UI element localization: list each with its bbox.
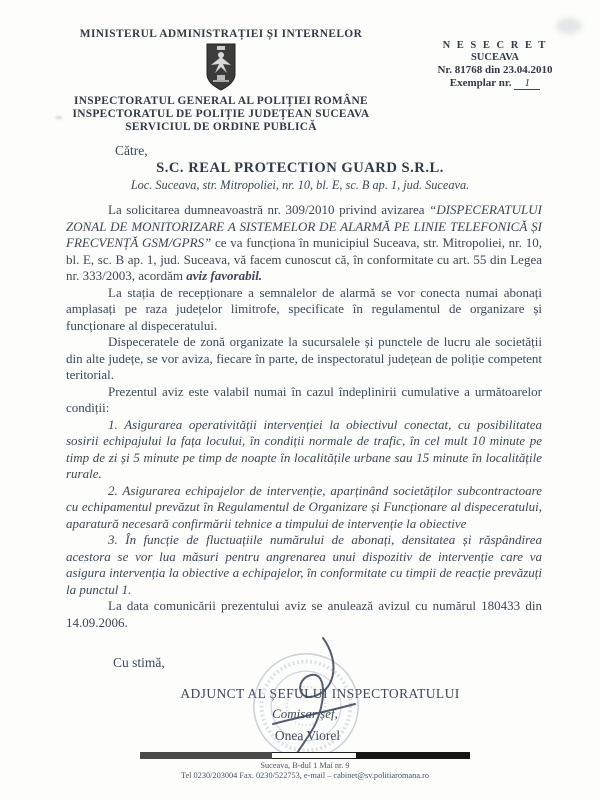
letter-body (66, 202, 542, 631)
recipient-block (0, 160, 600, 193)
footer-bar-segment-dark (140, 752, 272, 759)
regards: Cu stimă, (113, 655, 165, 670)
footer-bar-segment-light (272, 752, 356, 759)
salutation: Către, (115, 143, 148, 158)
paragraph-1 (66, 202, 542, 285)
classification-block (402, 40, 588, 90)
classification-label: N E S E C R E T (442, 40, 548, 51)
letterhead (58, 28, 384, 134)
paragraph-1-lead: La solicitarea dumneavoastră nr. 309/2010 privind avizarea (108, 202, 430, 217)
signer-name: Onea Viorel (274, 728, 341, 743)
exemplar-label: Exemplar nr. (449, 77, 512, 89)
recipient-company: S.C. REAL PROTECTION GUARD S.R.L. (156, 160, 444, 176)
footer-bar-segment-black (356, 752, 470, 759)
scan-artifact (556, 18, 582, 34)
condition-3: 3. În funcție de fluctuațiile numărului de abonați, densitatea și răspândirea acestora se vor lua măsuri pentru angrenarea unui dispozitiv de intervenție care va asigura intervenția la obiective a echipajelor, în conformitate cu timpii de reacție prevăzuți la punctul 1. (66, 532, 542, 597)
paragraph-4: Prezentul aviz este valabil numai în cazul îndeplinirii cumulative a următoarelor condiții: (66, 383, 542, 415)
condition-1: 1. Asigurarea operativității intervenției la obiectivul conectat, cu posibilitatea sosirii echipajului la fața locului, în condiții normale de trafic, în cel mult 10 minute pe timp de zi și 5 minute pe timp de noapte în localitățile urbane sau 15 minute în localitățile rurale. (66, 416, 542, 481)
paragraph-3: Dispeceratele de zonă organizate la sucursalele și punctele de lucru ale societății din alte județe, se vor aviza, fiecare în parte, de inspectoratul județean de poliție competent teritorial. (66, 334, 542, 382)
issuing-city: SUCEAVA (470, 52, 520, 63)
paragraph-1-mid: ce va funcționa în municipiul Suceava, str. Mitropoliei, nr. 10, bl. E, sc. B ap. 1, jud. Suceava, vă facem cunoscut că, în conformitate cu art. 55 din Legea nr. 333/2003, acordăm (66, 235, 543, 283)
exemplar-line (402, 77, 588, 90)
paragraph-1-emphasis: aviz favorabil. (186, 268, 263, 283)
footer-address: Suceava, B-dul 1 Mai nr. 9 (260, 761, 350, 770)
org-line-1: INSPECTORATUL GENERAL AL POLIȚIEI ROMÂNE (74, 95, 368, 107)
org-line-2: INSPECTORATUL DE POLIȚIE JUDEȚEAN SUCEAVA (72, 108, 370, 121)
condition-2: 2. Asigurarea echipajelor de intervenție, aparținând societăților subcontractoare cu echipamentul prevăzut în Regulamentul de Organizare și Funcționare al dispeceratului, aparatură necesară confirmării tehnice a timpului de intervenție la obiective (66, 482, 542, 531)
closing-paragraph: La data comunicării prezentului aviz se anulează avizul cu numărul 180433 din 14.09.2006. (66, 598, 542, 630)
footer-contact: Tel 0230/203004 Fax. 0230/522753, e-mail – cabinet@sv.politiaromana.ro (180, 771, 429, 780)
registration-number: Nr. 81768 din 23.04.2010 (437, 64, 553, 76)
ministry-title: MINISTERUL ADMINISTRAȚIEI ȘI INTERNELOR (79, 28, 363, 40)
paragraph-2: La stația de recepționare a semnalelor de alarmă se vor conecta numai abonați amplasați pe raza județelor limitrofe, specificate în regulamentul de organizare și funcționare al dispeceratului. (66, 284, 542, 333)
paragraph-1-quoted-title: “DISPECERATULUI ZONAL DE MONITORIZARE A SISTEMELOR DE ALARMĂ PE LINIE TELEFONICĂ ȘI FRECVENȚĂ GSM/GPRS” (66, 202, 542, 250)
exemplar-handwritten-value: 1 (514, 78, 540, 90)
signature-handwriting (243, 632, 373, 760)
signer-rank: Comisar șef, (272, 706, 338, 721)
footer-divider-bar (140, 752, 470, 759)
signer-title: ADJUNCT AL ȘEFULUI INSPECTORATULUI (180, 686, 460, 701)
org-line-3: SERVICIUL DE ORDINE PUBLICĂ (125, 121, 317, 134)
recipient-address: Loc. Suceava, str. Mitropoliei, nr. 10, bl. E, sc. B ap. 1, jud. Suceava. (130, 178, 470, 192)
coat-of-arms-icon (203, 43, 239, 93)
